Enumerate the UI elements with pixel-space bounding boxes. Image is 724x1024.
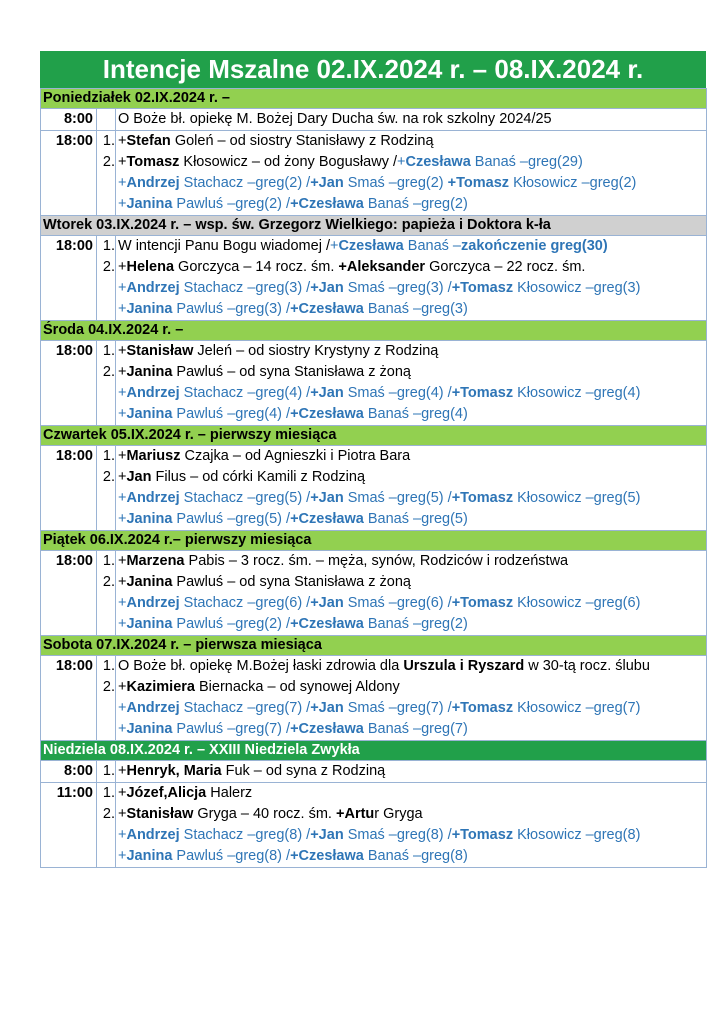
intention-line [118, 761, 706, 782]
intention-text: +Czesława [290, 511, 364, 527]
intentions-table [40, 88, 707, 868]
intention-line [118, 341, 706, 362]
mass-row [41, 109, 707, 131]
entry-number [97, 299, 115, 320]
intention-text: Janina [126, 511, 173, 527]
intention-line [118, 278, 706, 299]
intention-text: Stachacz –greg(5) / [179, 490, 311, 506]
intention-text: r Gryga [374, 806, 423, 822]
intention-text: Kłosowicz –greg(5) [513, 490, 641, 506]
mass-row [41, 446, 707, 531]
day-header-row [41, 426, 707, 446]
mass-time-text: 8:00 [63, 111, 93, 127]
entry-numbers [97, 783, 116, 868]
intention-line [118, 593, 706, 614]
intention-text: +Jan [310, 280, 344, 296]
intention-text: Janina [126, 574, 173, 590]
intention-text: Andrzej [126, 280, 180, 296]
entry-number: 2. [102, 469, 115, 485]
intentions-sheet [40, 51, 706, 868]
page-title: Intencje Mszalne 02.IX.2024 r. – 08.IX.2024 r. [40, 51, 706, 88]
entry-numbers [97, 109, 116, 131]
mass-time [41, 341, 97, 426]
intention-line [118, 446, 706, 467]
intention-text: Gorczyca – 22 rocz. śm. [425, 259, 586, 275]
mass-row [41, 551, 707, 636]
intention-text: Andrzej [126, 595, 180, 611]
intention-text: W intencji Panu Bogu wiadomej / [118, 238, 330, 254]
mass-time-text: 18:00 [55, 133, 93, 149]
intention-text: + [118, 806, 127, 822]
intention-text: Stachacz –greg(4) / [179, 385, 311, 401]
intention-text: Józef,Alicja [126, 785, 207, 801]
entry-number [97, 509, 115, 530]
entry-numbers [97, 446, 116, 531]
entry-texts [116, 656, 707, 741]
intention-text: + [118, 301, 127, 317]
intention-text: Kłosowicz –greg(6) [513, 595, 641, 611]
intention-text: Henryk, Maria [126, 763, 222, 779]
intention-line [118, 698, 706, 719]
intention-text: Helena [126, 259, 175, 275]
intention-text: + [118, 511, 127, 527]
intention-text: + [118, 763, 127, 779]
intention-text: Goleń – od siostry Stanisławy z Rodziną [170, 133, 434, 149]
intention-text: + [397, 154, 406, 170]
intention-text: + [118, 385, 127, 401]
intention-text: Stachacz –greg(3) / [179, 280, 311, 296]
intention-line [118, 194, 706, 215]
mass-row [41, 656, 707, 741]
intention-text: +Czesława [290, 301, 364, 317]
entry-number: 1. [102, 763, 115, 779]
intention-text: + [329, 238, 339, 254]
mass-row [41, 783, 707, 868]
intention-text: +Tomasz [451, 385, 514, 401]
intention-text: Banaś –greg(3) [363, 301, 468, 317]
intentions-body [41, 89, 707, 868]
entry-number: 1. [102, 553, 115, 569]
intention-text: + [118, 490, 127, 506]
intention-text: Smaś –greg(4) / [343, 385, 452, 401]
intention-text: Banaś –greg(2) [363, 196, 468, 212]
intention-text: +Jan [310, 490, 344, 506]
intention-text: Biernacka – od synowej Aldony [194, 679, 400, 695]
intention-text: + [118, 175, 127, 191]
entry-numbers [97, 341, 116, 426]
entry-number [97, 846, 115, 867]
entry-number [97, 109, 115, 130]
intention-line [118, 488, 706, 509]
mass-time-text: 8:00 [63, 763, 93, 779]
intention-text: Kłosowicz –greg(3) [513, 280, 641, 296]
intention-line [118, 383, 706, 404]
intention-text: O Boże bł. opiekę M. Bożej Dary Ducha św. na rok szkolny 2024/25 [118, 111, 552, 127]
intention-text: + [118, 785, 127, 801]
intention-text: + [118, 721, 127, 737]
entry-number [97, 719, 115, 740]
intention-text: w 30-tą rocz. ślubu [524, 658, 650, 674]
intention-line [118, 173, 706, 194]
intention-text: Andrzej [126, 175, 180, 191]
intention-text: Janina [126, 196, 173, 212]
intention-text: Janina [126, 406, 173, 422]
intention-text: Marzena [126, 553, 185, 569]
entry-number [97, 194, 115, 215]
intention-text: + [118, 848, 127, 864]
intention-text: +Jan [310, 175, 344, 191]
entry-texts [116, 761, 707, 783]
intention-text: + [118, 343, 127, 359]
entry-number [97, 614, 115, 635]
intention-text: Urszula i Ryszard [403, 658, 525, 674]
intention-text: Andrzej [126, 700, 180, 716]
intention-text: + [118, 553, 127, 569]
intention-text: Banaś – [403, 238, 461, 254]
intention-line [118, 362, 706, 383]
intention-text: Pawluś –greg(3) / [172, 301, 291, 317]
intention-line [118, 572, 706, 593]
intention-line [118, 656, 706, 677]
day-header: Czwartek 05.IX.2024 r. – pierwszy miesiąca [41, 426, 707, 446]
intention-text: +Tomasz [451, 490, 514, 506]
intention-text: Jeleń – od siostry Krystyny z Rodziną [193, 343, 439, 359]
entry-texts [116, 131, 707, 216]
day-header-row [41, 216, 707, 236]
entry-number [97, 278, 115, 299]
intention-text: Kłosowicz –greg(8) [513, 827, 641, 843]
intention-text: +Czesława [290, 848, 364, 864]
intention-text: Mariusz [126, 448, 181, 464]
entry-number: 1. [102, 658, 115, 674]
entry-number [97, 593, 115, 614]
entry-number: 1. [102, 133, 115, 149]
intention-line [118, 509, 706, 530]
intention-text: Banaś –greg(29) [470, 154, 583, 170]
intention-text: + [118, 616, 127, 632]
entry-number: 1. [102, 785, 115, 801]
intention-text: + [118, 364, 127, 380]
intention-text: Janina [126, 616, 173, 632]
entry-number: 2. [102, 679, 115, 695]
entry-texts [116, 341, 707, 426]
intention-text: +Aleksander [338, 259, 426, 275]
intention-text: Kłosowicz –greg(4) [513, 385, 641, 401]
intention-text: +Tomasz [451, 700, 514, 716]
intention-text: Czajka – od Agnieszki i Piotra Bara [180, 448, 411, 464]
intention-line [118, 846, 706, 867]
mass-time [41, 131, 97, 216]
intention-text: Pabis – 3 rocz. śm. – męża, synów, Rodziców i rodzeństwa [184, 553, 569, 569]
entry-numbers [97, 656, 116, 741]
intention-text: Pawluś – od syna Stanisława z żoną [172, 574, 411, 590]
intention-text: Gryga – 40 rocz. śm. [193, 806, 336, 822]
day-header-row [41, 89, 707, 109]
entry-number: 1. [102, 343, 115, 359]
day-header-row [41, 531, 707, 551]
intention-text: Janina [126, 721, 173, 737]
intention-line [118, 614, 706, 635]
intention-text: +Tomasz [451, 827, 514, 843]
intention-text: Stachacz –greg(2) / [179, 175, 311, 191]
intention-line [118, 467, 706, 488]
intention-text: Jan [126, 469, 152, 485]
intention-text: Janina [126, 848, 173, 864]
entry-texts [116, 236, 707, 321]
intention-text: Janina [126, 301, 173, 317]
mass-row [41, 761, 707, 783]
day-header: Poniedziałek 02.IX.2024 r. – [41, 89, 707, 109]
intention-text: Pawluś –greg(8) / [172, 848, 291, 864]
intention-line [118, 109, 706, 130]
intention-text: +Tomasz [447, 175, 510, 191]
intention-text: Filus – od córki Kamili z Rodziną [151, 469, 366, 485]
day-header: Sobota 07.IX.2024 r. – pierwsza miesiąca [41, 636, 707, 656]
intention-text: Andrzej [126, 490, 180, 506]
intention-text: Pawluś – od syna Stanisława z żoną [172, 364, 411, 380]
day-header-row [41, 636, 707, 656]
intention-text: Kłosowicz – od żony Bogusławy / [179, 154, 397, 170]
entry-numbers [97, 236, 116, 321]
intention-text: Tomasz [126, 154, 180, 170]
entry-texts [116, 446, 707, 531]
intention-text: +Artu [336, 806, 375, 822]
intention-text: + [118, 133, 127, 149]
intention-text: Smaś –greg(3) / [343, 280, 452, 296]
intention-text: +Jan [310, 595, 344, 611]
intention-text: Pawluś –greg(2) / [172, 196, 291, 212]
entry-number [97, 825, 115, 846]
mass-row [41, 131, 707, 216]
intention-text: +Jan [310, 827, 344, 843]
day-header: Środa 04.IX.2024 r. – [41, 321, 707, 341]
mass-time-text: 18:00 [55, 658, 93, 674]
entry-number [97, 488, 115, 509]
intention-text: Pawluś –greg(2) / [172, 616, 291, 632]
mass-row [41, 341, 707, 426]
intention-text: Smaś –greg(7) / [343, 700, 452, 716]
intention-text: Smaś –greg(8) / [343, 827, 452, 843]
intention-text: Janina [126, 364, 173, 380]
day-header: Piątek 06.IX.2024 r.– pierwszy miesiąca [41, 531, 707, 551]
intention-text: + [118, 827, 127, 843]
entry-number [97, 404, 115, 425]
intention-text: + [118, 700, 127, 716]
intention-text: +Czesława [290, 406, 364, 422]
intention-line [118, 404, 706, 425]
intention-text: Banaś –greg(7) [363, 721, 468, 737]
mass-time [41, 761, 97, 783]
mass-time [41, 551, 97, 636]
intention-text: Czesława [338, 238, 404, 254]
intention-line [118, 804, 706, 825]
day-header: Niedziela 08.IX.2024 r. – XXIII Niedziela Zwykła [41, 741, 707, 761]
intention-text: + [118, 574, 127, 590]
entry-number [97, 698, 115, 719]
intention-text: Stanisław [126, 806, 194, 822]
intention-text: Stanisław [126, 343, 194, 359]
intention-text: Smaś –greg(2) [343, 175, 448, 191]
day-header: Wtorek 03.IX.2024 r. – wsp. św. Grzegorz Wielkiego: papieża i Doktora k-ła [41, 216, 707, 236]
mass-time [41, 783, 97, 868]
intention-text: Fuk – od syna z Rodziną [221, 763, 386, 779]
intention-text: + [118, 154, 127, 170]
mass-time-text: 18:00 [55, 238, 93, 254]
mass-row [41, 236, 707, 321]
intention-text: +Czesława [290, 616, 364, 632]
intention-text: + [118, 406, 127, 422]
mass-time [41, 656, 97, 741]
intention-text: + [118, 196, 127, 212]
intention-text: zakończenie greg(30) [461, 238, 608, 254]
intention-text: Kazimiera [126, 679, 195, 695]
mass-time [41, 109, 97, 131]
intention-text: + [118, 259, 127, 275]
intention-text: Kłosowicz –greg(2) [509, 175, 637, 191]
mass-time-text: 18:00 [55, 343, 93, 359]
intention-text: Banaś –greg(8) [363, 848, 468, 864]
intention-line [118, 551, 706, 572]
intention-text: + [118, 595, 127, 611]
intention-line [118, 236, 706, 257]
entry-texts [116, 783, 707, 868]
day-header-row [41, 741, 707, 761]
intention-text: Pawluś –greg(7) / [172, 721, 291, 737]
intention-text: Andrzej [126, 385, 180, 401]
mass-time [41, 446, 97, 531]
intention-text: Pawluś –greg(5) / [172, 511, 291, 527]
intention-text: + [118, 679, 127, 695]
day-header-row [41, 321, 707, 341]
entry-number: 2. [102, 806, 115, 822]
intention-text: +Czesława [290, 196, 364, 212]
entry-number: 2. [102, 574, 115, 590]
entry-number [97, 173, 115, 194]
intention-text: +Tomasz [451, 595, 514, 611]
intention-text: +Czesława [290, 721, 364, 737]
entry-number: 1. [102, 238, 115, 254]
intention-text: Stachacz –greg(7) / [179, 700, 311, 716]
entry-number: 2. [102, 259, 115, 275]
entry-texts [116, 551, 707, 636]
intention-line [118, 783, 706, 804]
intention-text: O Boże bł. opiekę M.Bożej łaski zdrowia dla [118, 658, 404, 674]
intention-text: Banaś –greg(5) [363, 511, 468, 527]
intention-text: Stefan [126, 133, 171, 149]
intention-text: Smaś –greg(6) / [343, 595, 452, 611]
entry-number [97, 383, 115, 404]
intention-line [118, 825, 706, 846]
intention-text: +Jan [310, 700, 344, 716]
intention-text: + [118, 280, 127, 296]
intention-text: + [118, 469, 127, 485]
intention-text: Pawluś –greg(4) / [172, 406, 291, 422]
intention-line [118, 257, 706, 278]
intention-text: Smaś –greg(5) / [343, 490, 452, 506]
mass-time-text: 18:00 [55, 553, 93, 569]
intention-text: Stachacz –greg(6) / [179, 595, 311, 611]
entry-number: 1. [102, 448, 115, 464]
intention-text: Andrzej [126, 827, 180, 843]
intention-line [118, 152, 706, 173]
entry-numbers [97, 131, 116, 216]
entry-numbers [97, 761, 116, 783]
intention-line [118, 719, 706, 740]
entry-number: 2. [102, 364, 115, 380]
mass-time-text: 18:00 [55, 448, 93, 464]
intention-text: + [118, 448, 127, 464]
intention-text: +Tomasz [451, 280, 514, 296]
entry-texts [116, 109, 707, 131]
intention-text: Gorczyca – 14 rocz. śm. [174, 259, 339, 275]
intention-text: Halerz [206, 785, 253, 801]
intention-line [118, 677, 706, 698]
intention-text: Kłosowicz –greg(7) [513, 700, 641, 716]
intention-text: Czesława [405, 154, 471, 170]
entry-numbers [97, 551, 116, 636]
intention-line [118, 131, 706, 152]
intention-text: Banaś –greg(4) [363, 406, 468, 422]
intention-text: Stachacz –greg(8) / [179, 827, 311, 843]
intention-text: Banaś –greg(2) [363, 616, 468, 632]
mass-time [41, 236, 97, 321]
intention-text: +Jan [310, 385, 344, 401]
mass-time-text: 11:00 [56, 785, 93, 801]
entry-number: 2. [102, 154, 115, 170]
intention-line [118, 299, 706, 320]
